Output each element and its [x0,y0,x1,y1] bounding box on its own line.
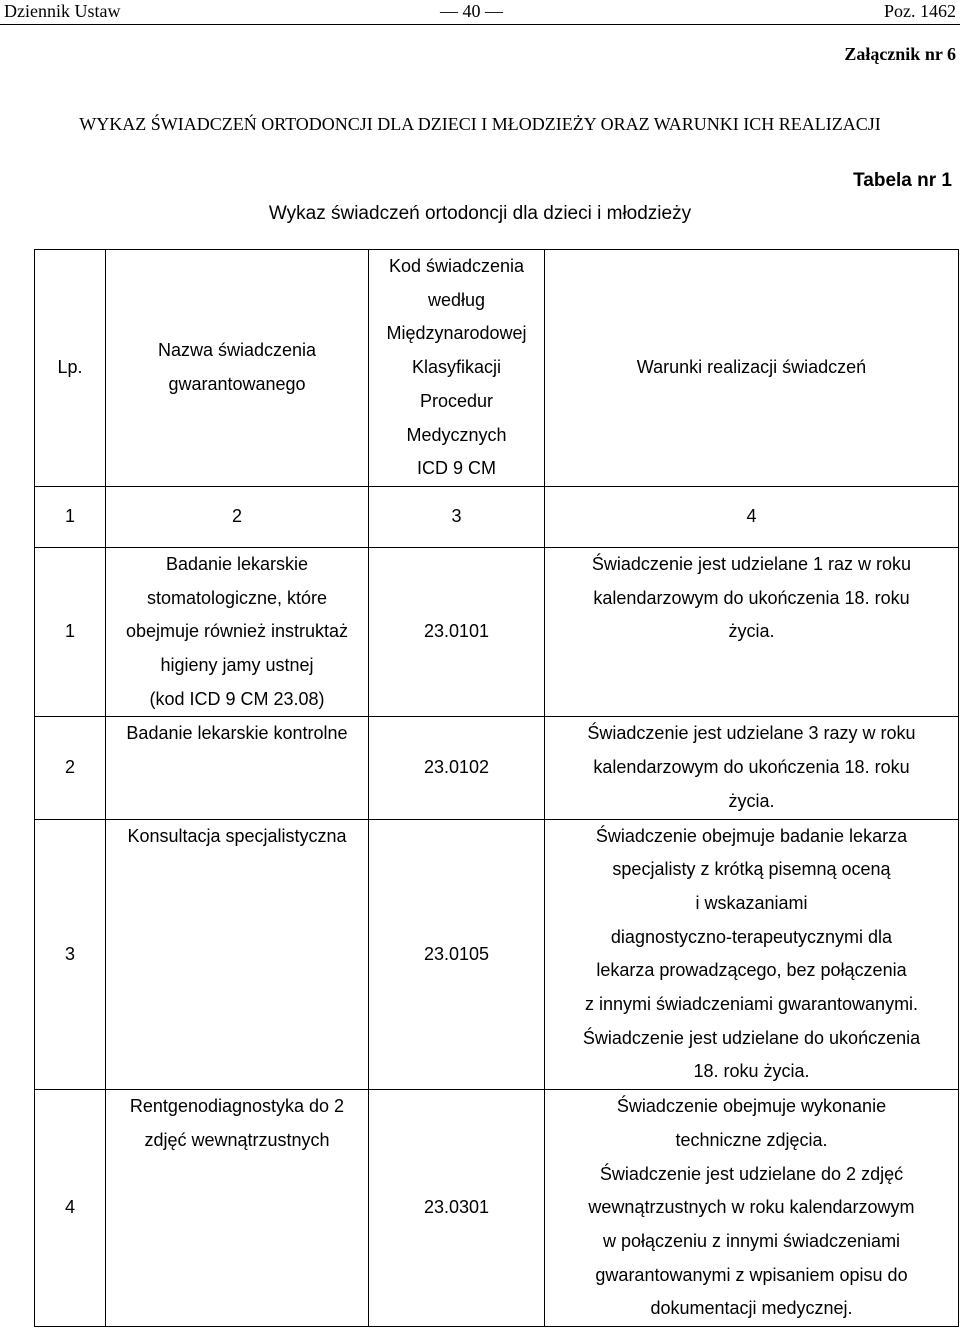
row-code: 23.0102 [369,717,545,819]
row-lp: 2 [35,717,106,819]
row-code: 23.0101 [369,547,545,717]
row-conditions-line: Świadczenie obejmuje badanie lekarza [595,825,908,846]
row-conditions-line: w połączeniu z innymi świadczeniami [602,1230,901,1251]
header-code [369,250,545,487]
row-name-line: Badanie lekarskie [165,553,309,574]
row-conditions [545,1090,959,1327]
table-row [35,1090,959,1327]
header-name-line: gwarantowanego [168,373,306,394]
row-conditions-line: życia. [728,621,775,642]
row-name-line: stomatologiczne, które [146,587,328,608]
row-conditions-line: 18. roku życia. [693,1061,810,1082]
row-conditions-line: i wskazaniami [695,892,808,913]
row-conditions-line: kalendarzowym do ukończenia 18. roku [593,757,910,778]
header-code-line: Medycznych [406,424,507,445]
row-conditions [545,547,959,717]
row-conditions-line: techniczne zdjęcia. [675,1129,828,1150]
row-name [106,717,369,819]
row-lp: 3 [35,819,106,1090]
row-name [106,1090,369,1327]
row-conditions-line: Świadczenie jest udzielane 3 razy w roku [587,723,916,744]
row-code: 23.0105 [369,819,545,1090]
table-row [35,717,959,819]
table-row [35,547,959,717]
row-name-line: Konsultacja specjalistyczna [127,825,347,846]
row-name-line: (kod ICD 9 CM 23.08) [149,688,325,709]
column-numbering-row [35,486,959,547]
header-lp: Lp. [35,250,106,487]
row-conditions-line: Świadczenie jest udzielane do 2 zdjęć [599,1163,904,1184]
header-code-line: Międzynarodowej [386,323,527,344]
table-row [35,819,959,1090]
table-header-row [35,250,959,487]
row-lp: 1 [35,547,106,717]
column-number: 2 [106,486,369,547]
row-conditions-line: wewnątrzustnych w roku kalendarzowym [588,1197,915,1218]
header-code-line: ICD 9 CM [416,458,496,479]
row-conditions-line: Świadczenie jest udzielane 1 raz w roku [591,553,912,574]
header-name [106,250,369,487]
header-code-line: Klasyfikacji [411,357,502,378]
table-title: Wykaz świadczeń ortodoncji dla dzieci i młodzieży [268,203,692,224]
row-conditions-line: dokumentacji medycznej. [650,1298,853,1319]
row-name [106,819,369,1090]
header-code-line: według [427,289,486,310]
row-conditions-line: Świadczenie jest udzielane do ukończenia [582,1027,921,1048]
row-conditions-line: kalendarzowym do ukończenia 18. roku [593,587,910,608]
row-conditions-line: Świadczenie obejmuje wykonanie [616,1096,887,1117]
row-conditions-line: specjalisty z krótką pisemną oceną [612,859,891,880]
journal-name: Dziennik Ustaw [4,1,121,21]
column-number: 1 [35,486,106,547]
header-code-line: Procedur [419,390,494,411]
row-conditions-line: z innymi świadczeniami gwarantowanymi. [584,994,919,1015]
row-code: 23.0301 [369,1090,545,1327]
page-header [0,0,960,25]
row-name-line: higieny jamy ustnej [160,655,314,676]
column-number: 3 [369,486,545,547]
row-conditions [545,717,959,819]
document-title: WYKAZ ŚWIADCZEŃ ORTODONCJI DLA DZIECI I MŁODZIEŻY ORAZ WARUNKI ICH REALIZACJI [79,114,881,134]
column-number: 4 [545,486,959,547]
table-number: Tabela nr 1 [853,170,952,191]
row-conditions-line: życia. [728,790,775,811]
row-name-line: Rentgenodiagnostyka do 2 [129,1096,345,1117]
row-conditions [545,819,959,1090]
header-conditions: Warunki realizacji świadczeń [545,250,959,487]
position-number: Poz. 1462 [884,1,956,21]
row-conditions-line: diagnostyczno-terapeutycznymi dla [610,926,893,947]
page-number: — 40 — [440,1,503,21]
row-conditions-line: gwarantowanymi z wpisaniem opisu do [595,1264,908,1285]
services-table [34,249,959,1327]
row-name-line: zdjęć wewnątrzustnych [144,1129,330,1150]
row-conditions-line: lekarza prowadzącego, bez połączenia [596,960,907,981]
row-name-line: obejmuje również instruktaż [125,621,349,642]
row-name-line: Badanie lekarskie kontrolne [126,723,348,744]
attachment-label: Załącznik nr 6 [844,44,956,64]
row-name [106,547,369,717]
row-lp: 4 [35,1090,106,1327]
header-code-line: Kod świadczenia [388,256,525,276]
header-name-line: Nazwa świadczenia [157,340,317,361]
